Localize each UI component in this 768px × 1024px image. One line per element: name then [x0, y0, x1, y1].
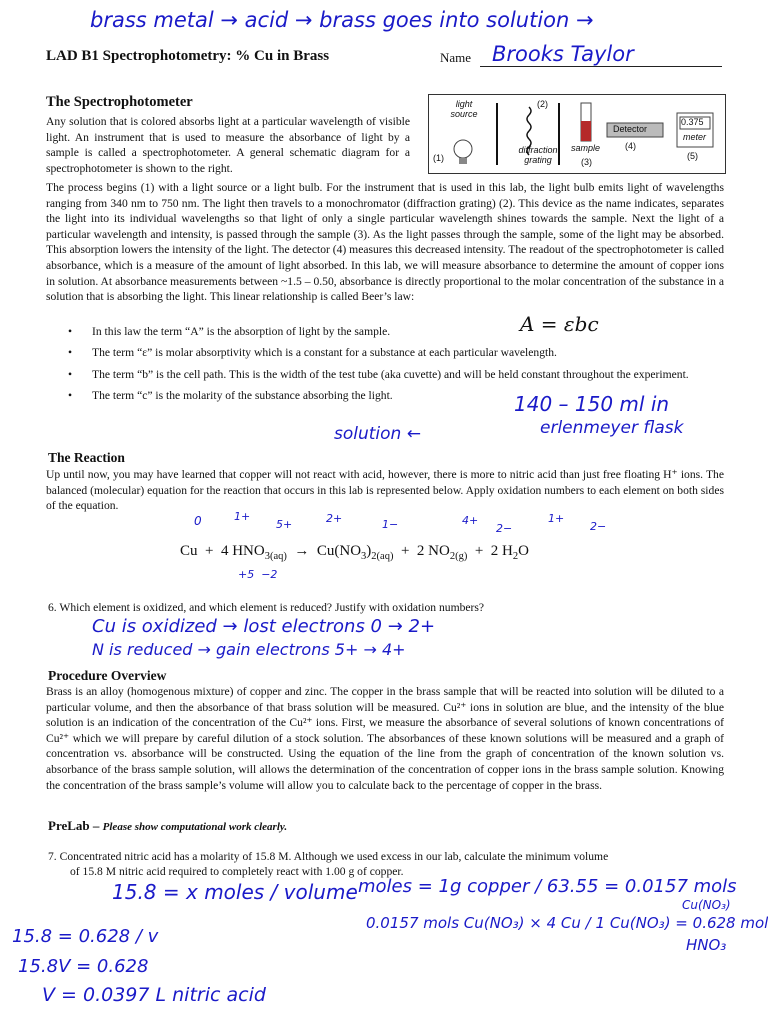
- balanced-equation: Cu + 4 $HNO_{3(aq)} \to Cu(NO_3)_{2(aq)} + 2$ $NO_{2(g)} + 2$ $H_2O$: [180, 543, 529, 562]
- ox-n2: 4+: [462, 514, 479, 527]
- bullet-b: • The term “b” is the cell path. This is the width of the test tube (aka cuvette) and will be held constant throughout the experiment.: [46, 367, 716, 382]
- ox-n1: 5+: [276, 518, 293, 531]
- spectro-body: The process begins (1) with a light source or a light bulb. For the instrument that is used in this lab, the light bulb emits light of wavelengths ranging from 340 nm to 750 nm. The light then travels to a monochromator (diffraction grating) (2). This device as the name indicates, separates the light into its individual wavelengths so that light of only a single particular wavelength shines towards the sample. Next the light of a particular wavelength and intensity, is passed through the sample (3). As the light passes through the sample, some of the light may be absorbed. This absorption lowers the intensity of the light. The detector (4) measures this decreased intensity. The readout of the spectrophotometer is called absorbance, which is a measure of the amount of light absorbed. In this lab, we will measure absorbance to determine the amount of copper ions in solution. At absorbance measurements between ~1.5 – 0.50, absorbance is directly proportional to the molar concentration of the substance in a solution that is absorbing the light. This linear relationship is called Beer’s law:: [46, 181, 724, 304]
- bullet-epsilon: • The term “ε” is molar absorptivity which is a constant for a substance at each particular wavelength.: [46, 345, 716, 360]
- diagram-n1: (1): [433, 153, 444, 163]
- procedure-heading: Procedure Overview: [48, 668, 167, 683]
- diagram-light-source-label: light source: [450, 99, 478, 119]
- handwritten-side-note-1: 140 – 150 ml in: [514, 392, 670, 416]
- calc-3: 0.0157 mols Cu(NO₃) × 4 Cu / 1 Cu(NO₃) = 0.628 mol: [366, 914, 768, 932]
- handwritten-name: Brooks Taylor: [492, 42, 634, 66]
- ox-no3: 1−: [382, 518, 399, 531]
- diagram-n3: (3): [581, 157, 592, 167]
- sample-tube-icon: [581, 103, 591, 141]
- diagram-detector-label: Detector: [613, 124, 648, 134]
- diagram-sample-label: sample: [571, 143, 601, 153]
- calc-3b: HNO₃: [686, 936, 727, 954]
- ox-cu2: 2+: [326, 512, 343, 525]
- calc-2: moles = 1g copper / 63.55 = 0.0157 mols: [358, 876, 737, 897]
- calc-1: 15.8 = x moles / volume: [112, 880, 358, 904]
- calc-4: 15.8 = 0.628 / v: [12, 926, 159, 947]
- question-6: 6. Which element is oxidized, and which element is reduced? Justify with oxidation numbers?: [48, 601, 485, 614]
- diagram-meter-value: 0.375: [681, 117, 704, 127]
- name-label: Name: [440, 50, 472, 65]
- light-bulb-icon: [454, 140, 472, 164]
- answer-6-line-2: N is reduced → gain electrons 5+ → 4+: [92, 640, 406, 659]
- ox-cu: 0: [194, 514, 202, 528]
- diagram-n4: (4): [625, 141, 636, 151]
- diagram-grating-label: diffraction grating: [518, 145, 558, 165]
- handwritten-top-note: brass metal → acid → brass goes into solution →: [90, 8, 594, 32]
- diagram-n2: (2): [537, 99, 548, 109]
- question-7-line-2: of 15.8 M nitric acid required to completely react with 1.00 g of copper.: [70, 865, 404, 878]
- reaction-heading: The Reaction: [48, 450, 125, 465]
- spectrophotometer-diagram: [428, 94, 726, 174]
- ox-o3: 2−: [590, 520, 607, 533]
- procedure-body: Brass is an alloy (homogenous mixture) of copper and zinc. The copper in the brass sample that will be reacted into solution will be diluted to a particular volume, and then the absorbance of that brass solution will be measured. Cu²⁺ ions in solution are blue, and the intensity of the blue solution is an indication of the concentration of the Cu²⁺ ions. First, we measure the absorbance of several solutions of known concentrations of Cu²⁺ which we will prepare by careful dilution of a stock solution. The absorbances of these known solutions will be measured and a graph of concentration vs. absorbance will be constructed. Using the equation of the line from the graph of concentration of the known solution vs. absorbance of the brass sample solution, will allows the determination of the concentration of copper ions in the brass sample solution. Knowing the concentration of the brass sample’s volume will allow you to calculate back to the percentage of copper in the brass.: [46, 685, 724, 792]
- diagram-meter-label: meter: [683, 132, 707, 142]
- reaction-body: Up until now, you may have learned that copper will not react with acid, however, there is more to nitric acid than just free floating H⁺ ions. The balanced (molecular) equation for the reaction that occurs in this lab is represented below. Apply oxidation numbers to each element on both sides of the equation.: [46, 468, 724, 513]
- page-title: LAD B1 Spectrophotometry: % Cu in Brass: [46, 48, 330, 64]
- ox-h2: 1+: [548, 512, 565, 525]
- question-7-line-1: 7. Concentrated nitric acid has a molarity of 15.8 M. Although we used excess in our lab, calculate the minimum volume: [48, 850, 609, 863]
- beers-law-equation: A = εbc: [520, 312, 599, 336]
- spectro-intro: Any solution that is colored absorbs light at a particular wavelength of visible light. An instrument that is used to measure the absorbance of light by a sample is called a spectrophotometer. A general schematic diagram for a spectrophotometer is shown to the right.: [46, 115, 410, 175]
- answer-6-line-1: Cu is oxidized → lost electrons 0 → 2+: [92, 616, 436, 637]
- handwritten-side-note-3: solution ←: [334, 424, 421, 444]
- prelab-subheading: Please show computational work clearly.: [102, 821, 288, 833]
- calc-6: V = 0.0397 L nitric acid: [42, 984, 266, 1006]
- calc-2b: Cu(NO₃): [682, 898, 731, 912]
- spectro-heading: The Spectrophotometer: [46, 94, 193, 110]
- bullet-a: • In this law the term “A” is the absorption of light by the sample.: [46, 324, 716, 339]
- diagram-n5: (5): [687, 151, 698, 161]
- ox-h: 1+: [234, 510, 251, 523]
- ox-under-hno3: +5 −2: [238, 568, 278, 581]
- name-underline: [480, 66, 722, 67]
- handwritten-side-note-2: erlenmeyer flask: [540, 418, 684, 438]
- prelab-heading-line: [48, 818, 287, 834]
- bullet-c: • The term “c” is the molarity of the substance absorbing the light.: [46, 388, 716, 403]
- ox-o2: 2−: [496, 522, 513, 535]
- calc-5: 15.8V = 0.628: [18, 956, 149, 977]
- prelab-heading: PreLab –: [48, 818, 100, 833]
